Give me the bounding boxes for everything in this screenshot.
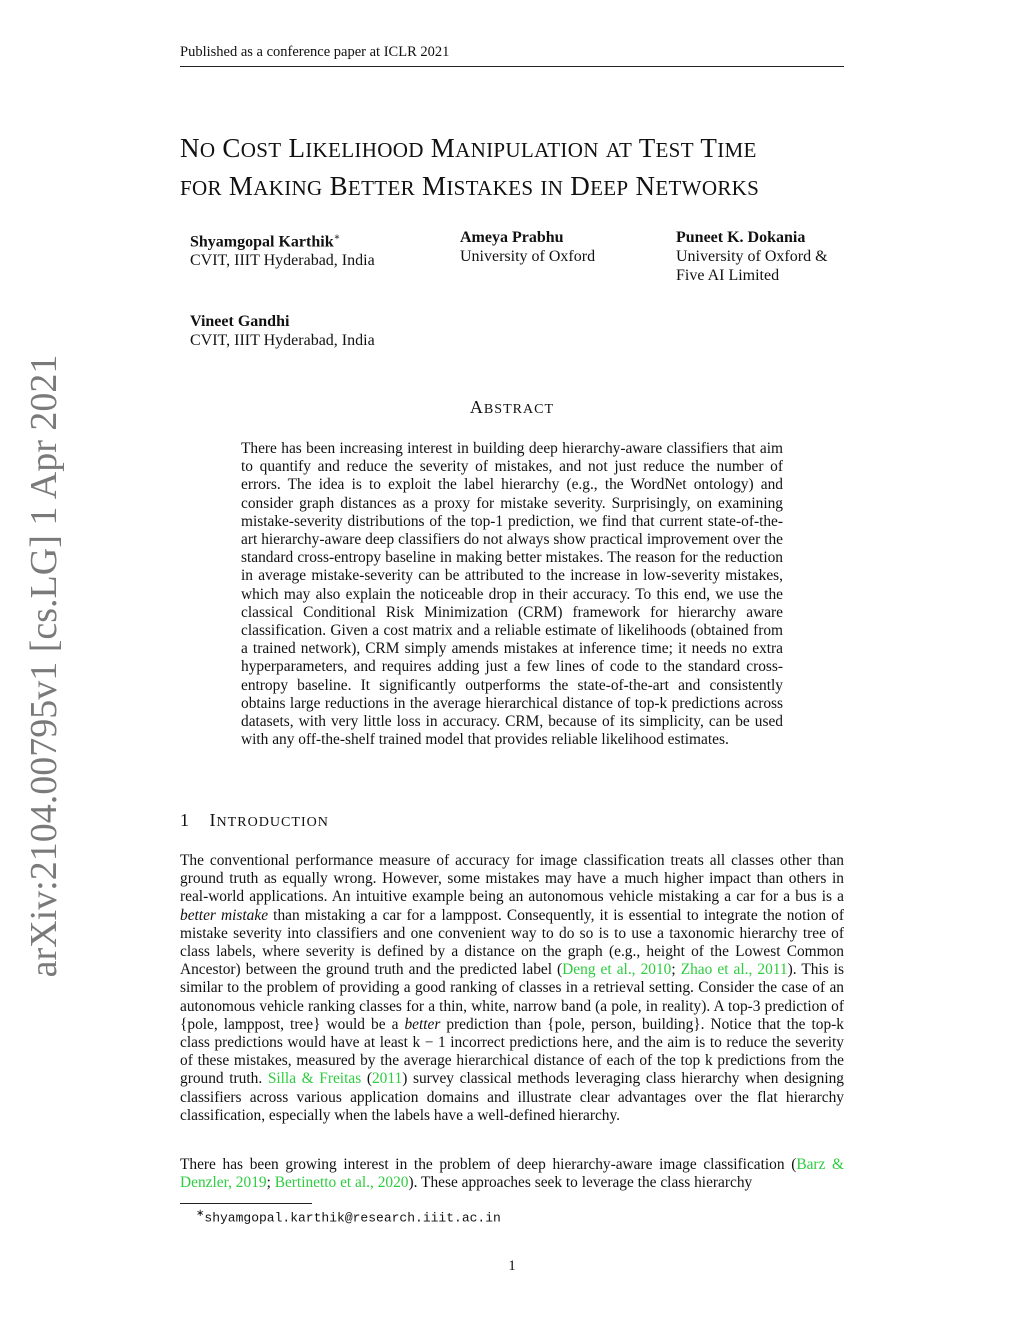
citation-link[interactable]: 2011 xyxy=(371,1070,403,1088)
arxiv-sidebar xyxy=(4,354,84,978)
author-block-3 xyxy=(676,228,828,285)
author-name: Shyamgopal Karthik∗ xyxy=(190,232,341,251)
title-line-2: FOR MAKING BETTER MISTAKES IN DEEP NETWORKS xyxy=(180,171,760,201)
section-title-text: INTRODUCTION xyxy=(209,810,329,830)
page-number: 1 xyxy=(508,1258,516,1274)
author-name: Puneet K. Dokania xyxy=(676,229,806,246)
author-name: Vineet Gandhi xyxy=(190,313,290,330)
paper-title xyxy=(180,130,860,206)
author-affiliation: University of Oxford xyxy=(460,248,596,265)
citation-link[interactable]: Barz & Denzler, 2019 xyxy=(180,1156,845,1192)
emphasis: better mistake xyxy=(180,906,269,924)
author-block-1 xyxy=(190,228,375,270)
author-block-2 xyxy=(460,228,595,266)
author-name: Ameya Prabhu xyxy=(460,229,564,246)
footnote-marker: ∗ xyxy=(196,1208,205,1219)
author-affiliation: Five AI Limited xyxy=(676,267,780,284)
citation-link[interactable]: Zhao et al., 2011 xyxy=(680,961,788,979)
introduction-heading xyxy=(180,810,329,831)
running-header xyxy=(180,44,844,67)
author-affiliation: University of Oxford & xyxy=(676,248,828,265)
footnote xyxy=(196,1208,501,1225)
abstract-heading: ABSTRACT xyxy=(469,397,555,417)
citation-link[interactable]: Bertinetto et al., 2020 xyxy=(274,1174,409,1192)
section-number: 1 xyxy=(180,810,190,830)
author-block-4 xyxy=(190,312,375,350)
intro-paragraph-2: There has been growing interest in the problem of deep hierarchy-aware image classification (Barz & Denzler, 2019; Bertinetto et al., 2020). These approaches seek to leverage the class hierarchy xyxy=(180,1156,845,1192)
emphasis: better xyxy=(404,1015,441,1033)
footnote-divider xyxy=(180,1203,312,1204)
arxiv-id: arXiv:2104.00795v1 [cs.LG] 1 Apr 2021 xyxy=(23,354,65,978)
title-line-1: NO COST LIKELIHOOD MANIPULATION AT TEST TIME xyxy=(180,133,757,163)
author-marker: ∗ xyxy=(333,232,341,243)
footnote-email: shyamgopal.karthik@research.iiit.ac.in xyxy=(204,1210,501,1226)
abstract-text: There has been increasing interest in building deep hierarchy-aware classifiers that aim to quantify and reduce the severity of mistakes, and not just reduce the number of errors. The idea is to exploit the label hierarchy (e.g., the WordNet ontology) and consider graph distances as a proxy for mistake severity. Surprisingly, on examining mistake-severity distributions of the top-1 prediction, we find that current state-of-the-art hierarchy-aware deep classifiers do not always show practical improvement over the standard cross-entropy baseline in making better mistakes. The reason for the reduction in average mistake-severity can be attributed to the increase in low-severity mistakes, which may also explain the noticeable drop in their accuracy. To this end, we use the classical Conditional Risk Minimization (CRM) framework for hierarchy aware classification. Given a cost matrix and a reliable estimate of likelihoods (obtained from a trained network), CRM simply amends mistakes at inference time; it needs no extra hyperparameters, and requires adding just a few lines of code to the standard cross-entropy baseline. It significantly outperforms the state-of-the-art and consistently obtains large reductions in the average hierarchical distance of top-k predictions across datasets, with very little loss in accuracy. CRM, because of its simplicity, can be used with any off-the-shelf trained model that provides reliable likelihood estimates. xyxy=(241,440,783,749)
author-affiliation: CVIT, IIIT Hyderabad, India xyxy=(190,252,375,270)
author-affiliation: CVIT, IIIT Hyderabad, India xyxy=(190,332,375,349)
citation-link[interactable]: Silla & Freitas xyxy=(267,1070,362,1088)
citation-link[interactable]: Deng et al., 2010 xyxy=(562,961,672,979)
running-head-text: Published as a conference paper at ICLR 2021 xyxy=(180,44,450,60)
intro-paragraph-1: The conventional performance measure of accuracy for image classification treats all classes other than ground truth as equally wrong. However, some mistakes may have a much higher impact than others in real-world applications. An intuitive example being an autonomous vehicle mistaking a car for a bus is a better mistake than mistaking a car for a lamppost. Consequently, it is essential to integrate the notion of mistake severity into classifiers and one convenient way to do so is to use a taxonomic hierarchy tree of class labels, where severity is defined by a distance on the graph (e.g., height of the Lowest Common Ancestor) between the ground truth and the predicted label (Deng et al., 2010; Zhao et al., 2011). This is similar to the problem of providing a good ranking of classes in a retrieval setting. Consider the case of an autonomous vehicle ranking classes for a thin, white, narrow band (a pole, in reality). A top-3 prediction of {pole, lamppost, tree} would be a better prediction than {pole, person, building}. Notice that the top-k class predictions would have at least k − 1 incorrect predictions here, and the aim is to reduce the severity of these mistakes, measured by the average hierarchical distance of each of the top k predictions from the ground truth. Silla & Freitas (2011) survey classical methods leveraging class hierarchy when designing classifiers across various application domains and illustrate clear advantages over the flat hierarchy classification, especially when the labels have a well-defined hierarchy. xyxy=(180,852,845,1124)
